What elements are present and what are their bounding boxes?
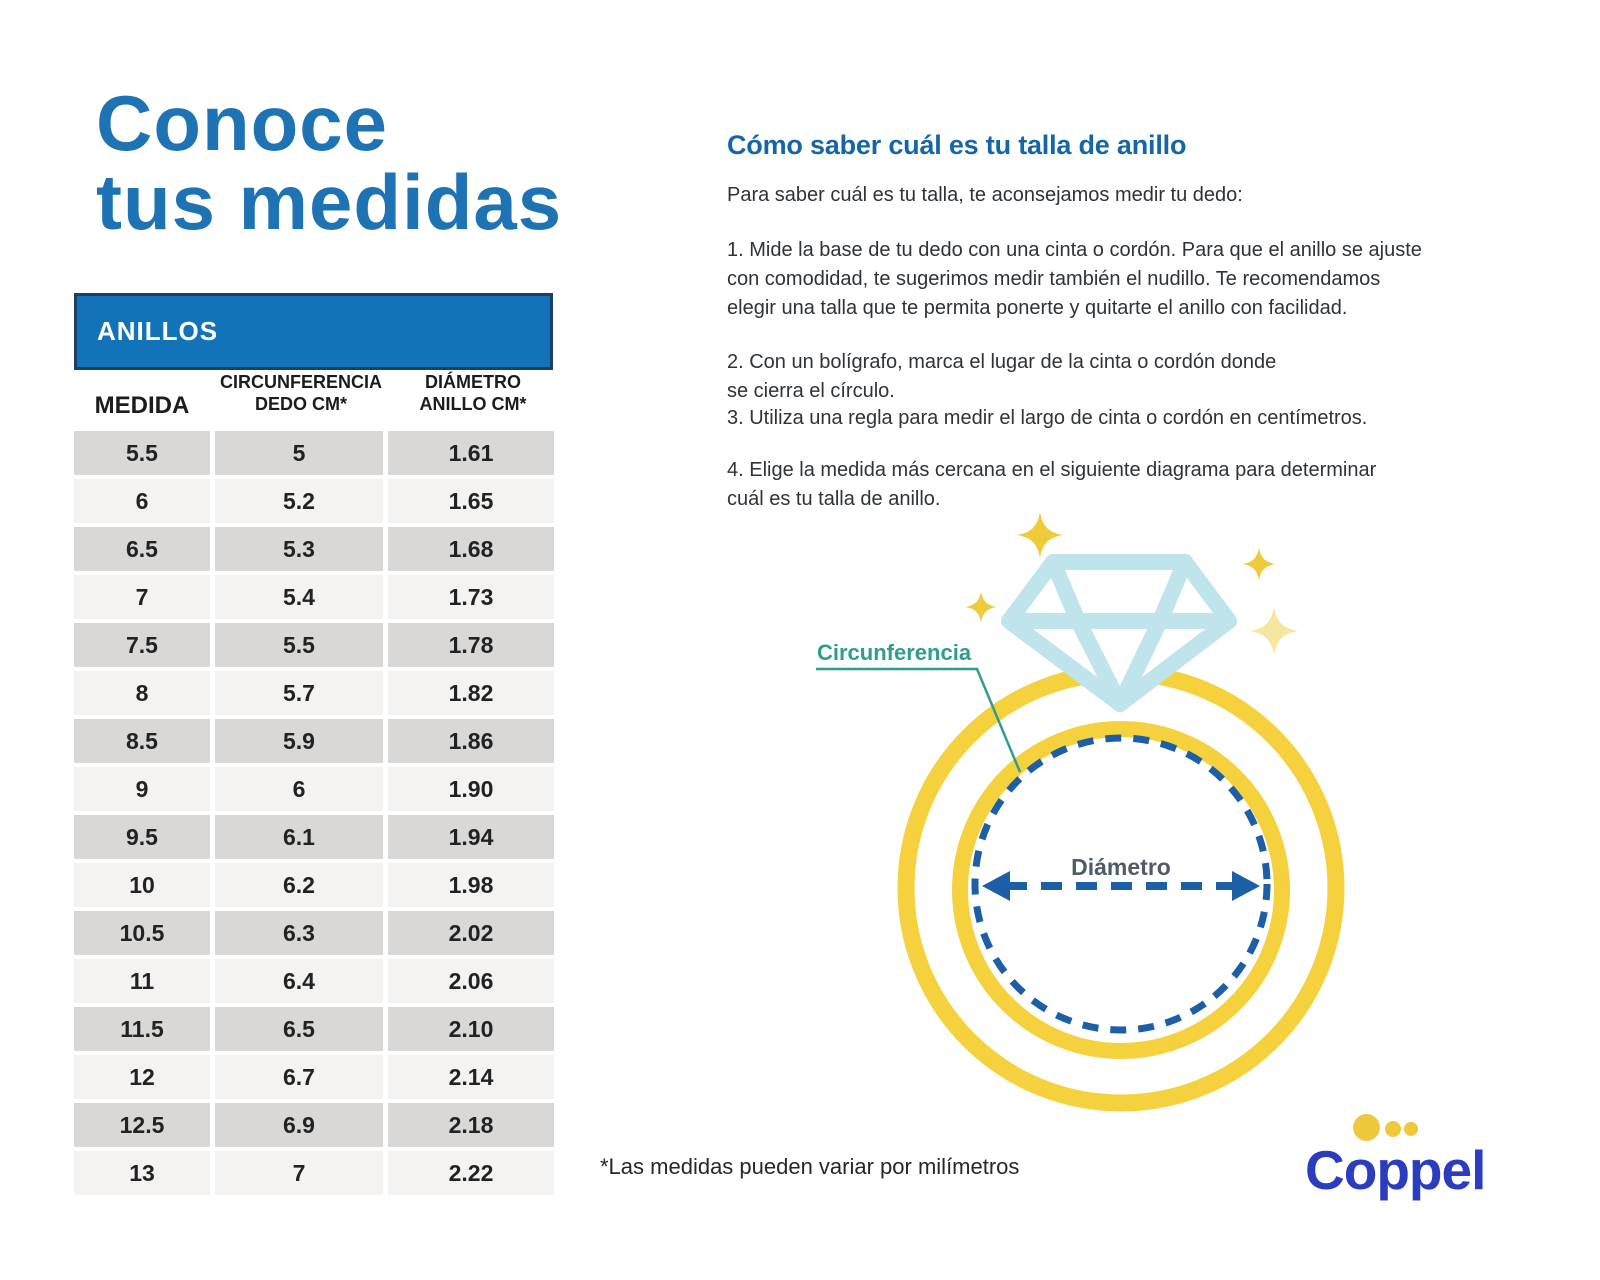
cell-diametro: 1.90 — [388, 767, 554, 811]
howto-heading: Cómo saber cuál es tu talla de anillo — [727, 130, 1187, 160]
step-line: elegir una talla que te permita ponerte y quitarte el anillo con facilidad. — [727, 297, 1348, 319]
cell-medida: 11 — [74, 959, 210, 1003]
sparkle-icon — [1017, 512, 1063, 558]
diameter-label: Diámetro — [1071, 854, 1171, 880]
cell-circunferencia: 6.5 — [215, 1007, 383, 1051]
cell-medida: 6 — [74, 479, 210, 523]
cell-circunferencia: 5.5 — [215, 623, 383, 667]
sparkle-icon — [1250, 607, 1298, 655]
table-row — [74, 479, 554, 523]
column-header-line: DIÁMETRO — [425, 372, 521, 392]
cell-medida: 8.5 — [74, 719, 210, 763]
coppel-logo-dot — [1404, 1122, 1418, 1136]
page-title — [96, 79, 563, 246]
cell-circunferencia: 6 — [215, 767, 383, 811]
cell-medida: 10 — [74, 863, 210, 907]
step-line: 2. Con un bolígrafo, marca el lugar de la cinta o cordón donde — [727, 351, 1277, 373]
table-title: ANILLOS — [97, 316, 219, 346]
ring-size-table — [74, 431, 554, 1199]
page-title-line1: Conoce — [96, 79, 389, 167]
cell-diametro: 1.68 — [388, 527, 554, 571]
cell-diametro: 1.65 — [388, 479, 554, 523]
column-header-line: ANILLO CM* — [419, 394, 527, 414]
cell-diametro: 1.86 — [388, 719, 554, 763]
table-row — [74, 863, 554, 907]
column-header-line: CIRCUNFERENCIA — [220, 372, 382, 392]
cell-diametro: 2.02 — [388, 911, 554, 955]
cell-circunferencia: 5.7 — [215, 671, 383, 715]
table-row — [74, 575, 554, 619]
cell-diametro: 2.14 — [388, 1055, 554, 1099]
cell-diametro: 1.78 — [388, 623, 554, 667]
cell-circunferencia: 6.7 — [215, 1055, 383, 1099]
cell-medida: 9.5 — [74, 815, 210, 859]
table-row — [74, 767, 554, 811]
cell-medida: 5.5 — [74, 431, 210, 475]
step-line: 3. Utiliza una regla para medir el largo de cinta o cordón en centímetros. — [727, 407, 1368, 429]
table-row — [74, 1103, 554, 1147]
footnote: *Las medidas pueden variar por milímetros — [600, 1154, 1020, 1179]
cell-diametro: 1.94 — [388, 815, 554, 859]
table-row — [74, 1007, 554, 1051]
step-line: 1. Mide la base de tu dedo con una cinta o cordón. Para que el anillo se ajuste — [727, 239, 1422, 261]
step-line: 4. Elige la medida más cercana en el siguiente diagrama para determinar — [727, 459, 1377, 481]
cell-diametro: 2.18 — [388, 1103, 554, 1147]
cell-medida: 8 — [74, 671, 210, 715]
cell-circunferencia: 6.3 — [215, 911, 383, 955]
step-1 — [727, 236, 1422, 323]
howto-intro: Para saber cuál es tu talla, te aconsejamos medir tu dedo: — [727, 184, 1243, 206]
cell-diametro: 1.98 — [388, 863, 554, 907]
cell-medida: 11.5 — [74, 1007, 210, 1051]
table-row — [74, 431, 554, 475]
cell-circunferencia: 5.3 — [215, 527, 383, 571]
table-row — [74, 719, 554, 763]
cell-medida: 13 — [74, 1151, 210, 1195]
arrow-head-left — [982, 871, 1010, 901]
column-header-line: MEDIDA — [94, 392, 190, 419]
cell-diametro: 2.10 — [388, 1007, 554, 1051]
cell-circunferencia: 5.9 — [215, 719, 383, 763]
cell-medida: 12.5 — [74, 1103, 210, 1147]
cell-circunferencia: 5.4 — [215, 575, 383, 619]
table-row — [74, 527, 554, 571]
table-row — [74, 815, 554, 859]
table-row — [74, 623, 554, 667]
sparkle-icon — [1243, 548, 1276, 581]
page-title-line2: tus medidas — [96, 158, 563, 246]
step-line: cuál es tu talla de anillo. — [727, 488, 941, 510]
cell-circunferencia: 6.9 — [215, 1103, 383, 1147]
column-header-circunferencia — [217, 371, 385, 415]
step-2 — [727, 348, 1276, 406]
coppel-logo-dot — [1353, 1114, 1380, 1141]
cell-diametro: 2.22 — [388, 1151, 554, 1195]
cell-circunferencia: 5.2 — [215, 479, 383, 523]
cell-medida: 9 — [74, 767, 210, 811]
table-row — [74, 1151, 554, 1195]
column-header-medida — [74, 392, 210, 420]
sparkle-icon — [965, 591, 996, 622]
coppel-logo-dot — [1385, 1121, 1401, 1137]
coppel-logo: Coppel — [1305, 1139, 1486, 1201]
cell-circunferencia: 5 — [215, 431, 383, 475]
column-header-line: DEDO CM* — [254, 394, 347, 414]
cell-medida: 7 — [74, 575, 210, 619]
cell-diametro: 1.61 — [388, 431, 554, 475]
step-line: con comodidad, te sugerimos medir también el nudillo. Te recomendamos — [727, 268, 1381, 290]
cell-medida: 6.5 — [74, 527, 210, 571]
cell-circunferencia: 6.2 — [215, 863, 383, 907]
cell-diametro: 1.73 — [388, 575, 554, 619]
cell-circunferencia: 7 — [215, 1151, 383, 1195]
cell-circunferencia: 6.4 — [215, 959, 383, 1003]
circumference-label: Circunferencia — [817, 640, 972, 665]
cell-medida: 7.5 — [74, 623, 210, 667]
table-row — [74, 959, 554, 1003]
cell-diametro: 1.82 — [388, 671, 554, 715]
cell-medida: 12 — [74, 1055, 210, 1099]
table-row — [74, 671, 554, 715]
table-row — [74, 911, 554, 955]
ring-diagram — [780, 490, 1420, 1130]
arrow-head-right — [1232, 871, 1260, 901]
cell-circunferencia: 6.1 — [215, 815, 383, 859]
column-header-diametro — [390, 371, 556, 415]
step-line: se cierra el círculo. — [727, 380, 895, 402]
table-row — [74, 1055, 554, 1099]
cell-medida: 10.5 — [74, 911, 210, 955]
step-3 — [727, 404, 1367, 433]
cell-diametro: 2.06 — [388, 959, 554, 1003]
table-title-bar — [74, 293, 553, 370]
